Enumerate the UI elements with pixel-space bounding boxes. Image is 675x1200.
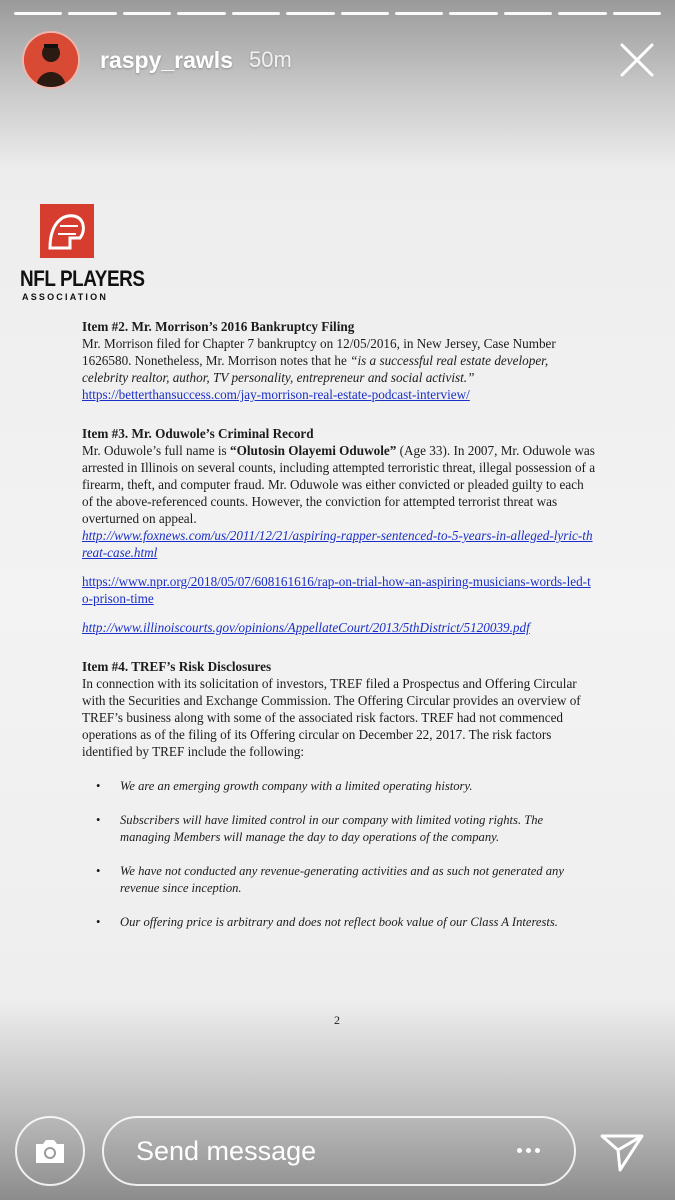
send-direct-icon[interactable] [598, 1126, 648, 1176]
send-message-input[interactable] [102, 1116, 576, 1186]
nfl-players-logo-icon [40, 204, 94, 258]
message-placeholder: Send message [136, 1135, 317, 1166]
story-progress-bar [14, 12, 661, 15]
progress-segment [395, 12, 443, 15]
item-3 [82, 425, 596, 636]
progress-segment [341, 12, 389, 15]
logo-title: NFL PLAYERS [20, 266, 145, 291]
item-2 [82, 318, 596, 403]
progress-segment [232, 12, 280, 15]
progress-segment [14, 12, 62, 15]
progress-segment [558, 12, 606, 15]
progress-segment [286, 12, 334, 15]
list-item: • Our offering price is arbitrary and does not reflect book value of our Class A Interests. [82, 914, 596, 931]
item-3-text-start: Mr. Oduwole’s full name is [82, 443, 230, 458]
progress-segment [123, 12, 171, 15]
list-item: • We have not conducted any revenue-generating activities and as such not generated any revenue since inception. [82, 863, 596, 897]
story-header [22, 30, 657, 90]
avatar[interactable] [22, 31, 80, 89]
progress-segment [613, 12, 661, 15]
progress-segment [449, 12, 497, 15]
page-number: 2 [334, 1013, 340, 1027]
progress-segment [504, 12, 552, 15]
illinoiscourts-link[interactable]: http://www.illinoiscourts.gov/opinions/AppellateCourt/2013/5thDistrict/5120039.pdf [82, 620, 530, 635]
item-2-heading: Item #2. Mr. Morrison’s 2016 Bankruptcy Filing [82, 319, 355, 334]
username[interactable]: raspy_rawls [100, 46, 233, 73]
document-content [82, 318, 596, 948]
item-4-body: In connection with its solicitation of investors, TREF filed a Prospectus and Offering Circular with the Securities and Exchange Commission. The Offering Circular provides an overview of TREF’s business along with some of the associated risk factors. TREF had not commenced operations as of the filing of its Offering circular on December 22, 2017. The risk factors identified by TREF include the following: [82, 676, 581, 759]
close-icon[interactable] [617, 40, 657, 80]
npr-link[interactable]: https://www.npr.org/2018/05/07/608161616/rap-on-trial-how-an-aspiring-musicians-words-led-to-prison-time [82, 574, 591, 606]
item-2-quote: “is a successful real estate developer, celebrity realtor, author, TV personality, entrepreneur and social activist.” [82, 353, 549, 385]
item-3-body [82, 442, 596, 527]
item-3-full-name: “Olutosin Olayemi Oduwole” [229, 443, 397, 458]
more-options-icon[interactable] [517, 1148, 540, 1153]
timestamp: 50m [248, 47, 292, 72]
item-2-link[interactable]: https://betterthansuccess.com/jay-morrison-real-estate-podcast-interview/ [82, 387, 470, 402]
item-2-text: Mr. Morrison filed for Chapter 7 bankruptcy on 12/05/2016, in New Jersey, Case Number 1626580. Nonetheless, Mr. Morrison notes that he [82, 336, 556, 368]
item-4-heading: Item #4. TREF’s Risk Disclosures [82, 659, 272, 674]
camera-button[interactable] [15, 1116, 85, 1186]
risk-factor-list [82, 778, 596, 931]
document-page [0, 190, 675, 1070]
foxnews-link[interactable]: http://www.foxnews.com/us/2011/12/21/aspiring-rapper-sentenced-to-5-years-in-alleged-lyric-threat-case.html [82, 528, 593, 560]
item-2-body [82, 335, 596, 403]
camera-icon [33, 1137, 67, 1165]
item-3-heading: Item #3. Mr. Oduwole’s Criminal Record [82, 426, 314, 441]
list-item: • Subscribers will have limited control in our company with limited voting rights. The managing Members will manage the day to day operations of the company. [82, 812, 596, 846]
progress-segment [177, 12, 225, 15]
item-4 [82, 658, 596, 931]
logo-subtitle: ASSOCIATION [22, 292, 109, 302]
item-3-text-end: (Age 33). In 2007, Mr. Oduwole was arrested in Illinois on several counts, including attempted terroristic threat, illegal possession of a firearm, theft, and computer fraud. Mr. Oduwole was either convicted or pleaded guilty to each of the above-referenced counts. However, the conviction for attempted terrorist threat was overturned on appeal. [82, 443, 596, 526]
list-item: • We are an emerging growth company with a limited operating history. [82, 778, 596, 795]
progress-segment [68, 12, 116, 15]
